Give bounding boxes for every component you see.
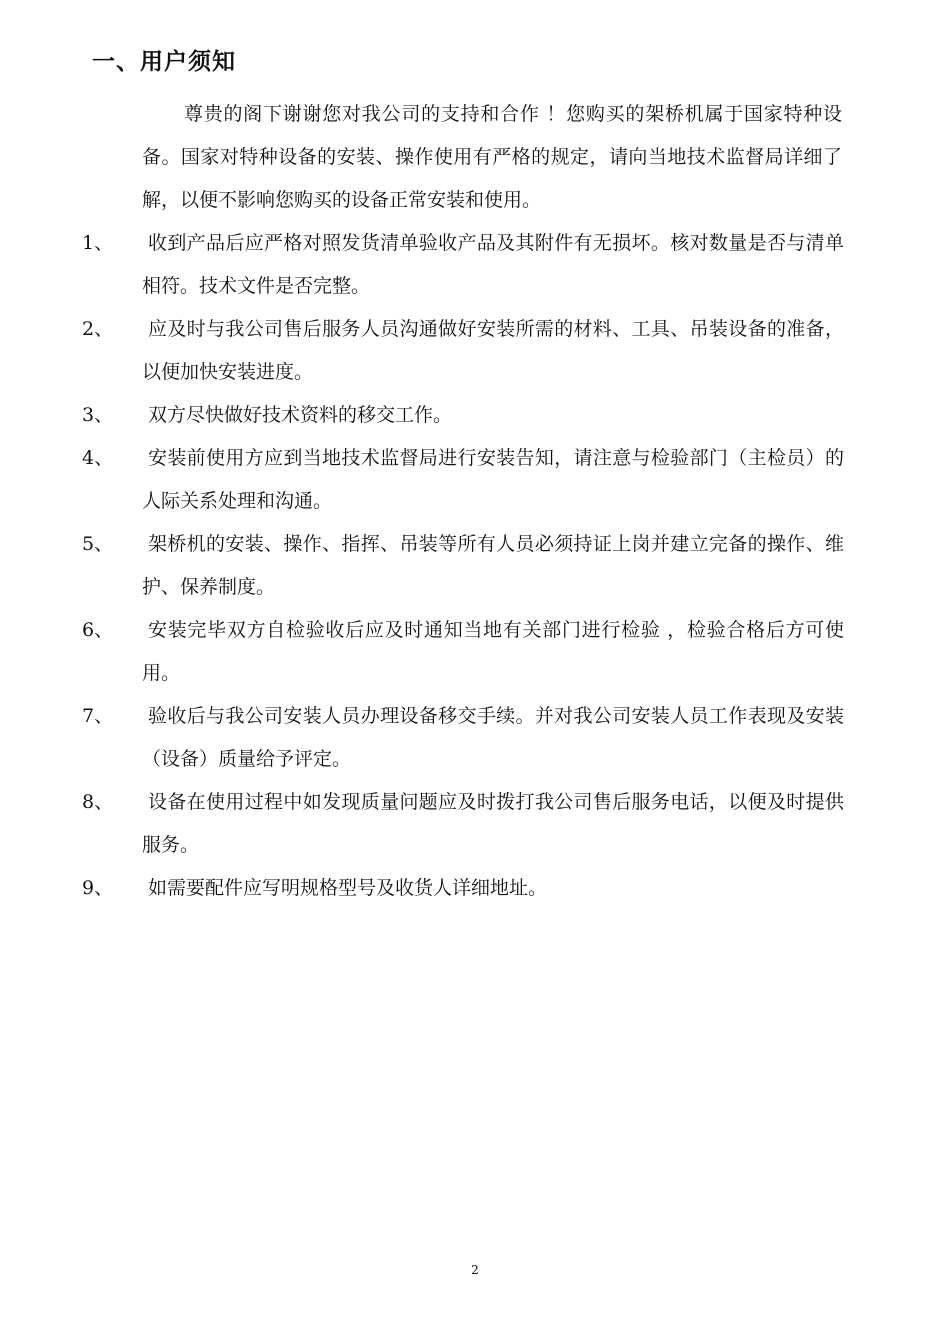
item-text: 设备在使用过程中如发现质量问题应及时拨打我公司售后服务电话，以便及时提供服务。 bbox=[142, 791, 844, 856]
item-text: 架桥机的安装、操作、指挥、吊装等所有人员必须持证上岗并建立完备的操作、维护、保养制度。 bbox=[142, 533, 844, 598]
item-text: 应及时与我公司售后服务人员沟通做好安装所需的材料、工具、吊装设备的准备，以便加快安装进度。 bbox=[142, 318, 844, 383]
item-number: 1、 bbox=[82, 232, 114, 254]
list-item bbox=[0, 394, 950, 437]
item-text: 双方尽快做好技术资料的移交工作。 bbox=[148, 404, 453, 426]
item-number: 8、 bbox=[82, 791, 114, 813]
notice-list bbox=[0, 222, 950, 910]
list-item bbox=[0, 308, 950, 394]
list-item bbox=[0, 695, 950, 781]
list-item bbox=[0, 781, 950, 867]
page-number: 2 bbox=[471, 1263, 479, 1277]
item-text: 安装完毕双方自检验收后应及时通知当地有关部门进行检验 ，检验合格后方可使用。 bbox=[142, 619, 844, 684]
item-number: 4、 bbox=[82, 447, 114, 469]
item-text: 验收后与我公司安装人员办理设备移交手续。并对我公司安装人员工作表现及安装（设备）质量给予评定。 bbox=[142, 705, 844, 770]
list-item bbox=[0, 609, 950, 695]
item-text: 收到产品后应严格对照发货清单验收产品及其附件有无损坏。核对数量是否与清单相符。技术文件是否完整。 bbox=[142, 232, 844, 297]
item-number: 9、 bbox=[82, 877, 114, 899]
item-number: 6、 bbox=[82, 619, 114, 641]
item-number: 7、 bbox=[82, 705, 114, 727]
intro-paragraph: 尊贵的阁下谢谢您对我公司的支持和合作 ！您购买的架桥机属于国家特种设备。国家对特种设备的安装、操作使用有严格的规定，请向当地技术监督局详细了解，以便不影响您购买的设备正常安装和使用。 bbox=[142, 103, 842, 211]
item-number: 5、 bbox=[82, 533, 114, 555]
list-item bbox=[0, 523, 950, 609]
item-number: 3、 bbox=[82, 404, 114, 426]
list-item bbox=[0, 437, 950, 523]
section-heading: 一、用户须知 bbox=[92, 49, 236, 75]
item-number: 2、 bbox=[82, 318, 114, 340]
item-text: 如需要配件应写明规格型号及收货人详细地址。 bbox=[148, 877, 548, 899]
list-item bbox=[0, 867, 950, 910]
item-text: 安装前使用方应到当地技术监督局进行安装告知，请注意与检验部门（主检员）的人际关系处理和沟通。 bbox=[142, 447, 844, 512]
list-item bbox=[0, 222, 950, 308]
